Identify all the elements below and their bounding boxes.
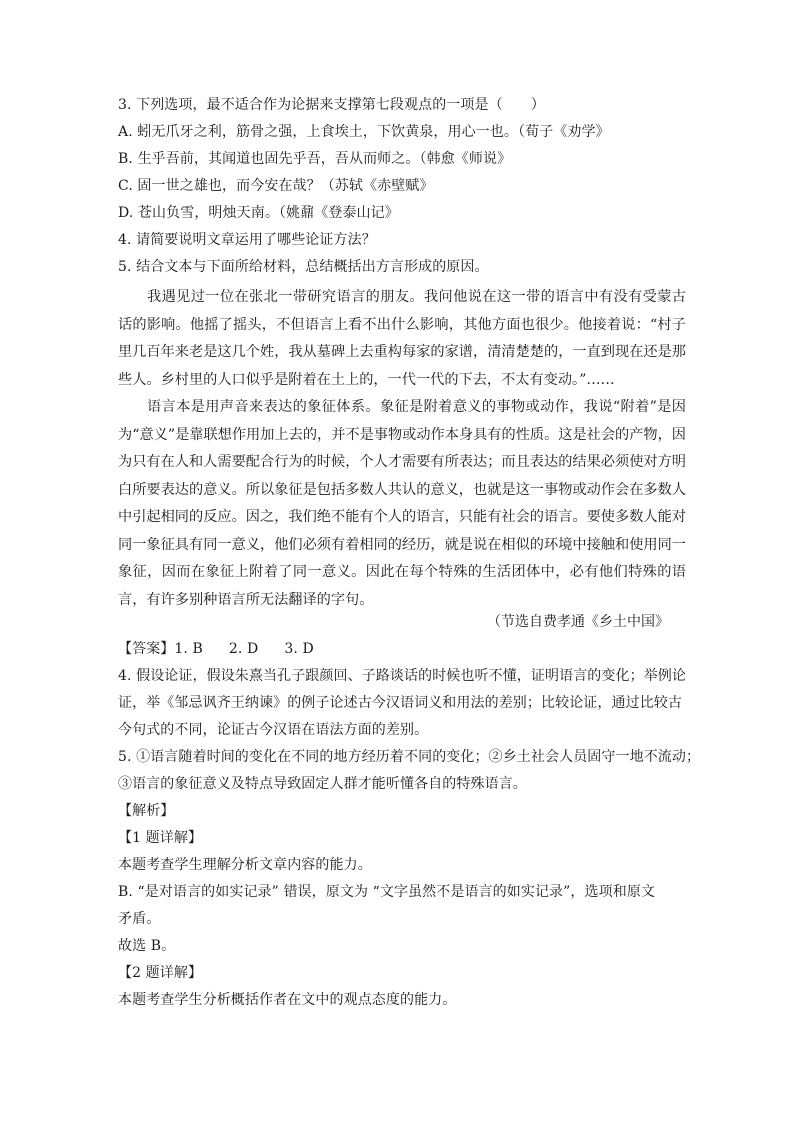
answer-5-line-2: ③语言的象征意义及特点导致固定人群才能听懂各自的特殊语言。 xyxy=(118,776,527,792)
question-3-option-b: B. 生乎吾前，其闻道也固先乎吾，吾从而师之。（韩愈《师说》 xyxy=(118,151,512,167)
answer-4-line-1: 4. 假设论证，假设朱熹当孔子跟颜回、子路谈话的时候也听不懂，证明语言的变化；举例论 xyxy=(118,668,687,684)
answer-2: 2. D xyxy=(228,641,259,657)
answer-3: 3. D xyxy=(284,641,314,657)
answer-1: 1. B xyxy=(174,641,203,657)
detail-2-label: 【2 题详解】 xyxy=(118,965,203,981)
detail-1-text: 本题考查学生理解分析文章内容的能力。 xyxy=(118,857,372,873)
detail-1-choice: 故选 B。 xyxy=(118,938,176,954)
answer-4-line-3: 今句式的不同，论证古今汉语在语法方面的差别。 xyxy=(118,722,429,738)
answer-key xyxy=(118,639,683,659)
detail-1-label: 【1 题详解】 xyxy=(118,830,203,846)
detail-1-option-b-line-1: B. “是对语言的如实记录” 错误，原文为 “文字虽然不是语言的如实记录”，选项和原文 xyxy=(118,884,656,900)
question-3-option-a: A. 蚓无爪牙之利，筋骨之强，上食埃土，下饮黄泉，用心一也。（荀子《劝学》 xyxy=(118,124,610,140)
question-3: 3. 下列选项，最不适合作为论据来支撑第七段观点的一项是（ ） xyxy=(118,97,546,113)
analysis-label: 【解析】 xyxy=(118,803,175,819)
answer-4-line-2: 证，举《邹忌讽齐王纳谏》的例子论述古今汉语词义和用法的差别；比较论证，通过比较古 xyxy=(118,695,682,711)
question-4: 4. 请简要说明文章运用了哪些论证方法？ xyxy=(118,232,376,248)
question-3-option-c: C. 固一世之雄也，而今安在哉？（苏轼《赤壁赋》 xyxy=(118,178,434,194)
detail-1-option-b-line-2: 矛盾。 xyxy=(118,911,161,927)
detail-2-text: 本题考查学生分析概括作者在文中的观点态度的能力。 xyxy=(118,992,457,1008)
answer-5-line-1: 5. ①语言随着时间的变化在不同的地方经历着不同的变化；②乡土社会人员固守一地不流动； xyxy=(118,749,701,765)
question-5: 5. 结合文本与下面所给材料，总结概括出方言形成的原因。 xyxy=(118,259,489,275)
material-source: （节选自费孝通《乡土中国》 xyxy=(487,614,669,630)
material-paragraph-1: 我遇见过一位在张北一带研究语言的朋友。我问他说在这一带的语言中有没有受蒙古话的影响。他摇了摇头，不但语言上看不出什么影响，其他方面也很少。他接着说：“村子里几百年来老是这几个姓，我从墓碑上去重构每家的家谱，清清楚楚的，一直到现在还是那些人。乡村里的人口似乎是附着在土上的，一代一代的下去，不太有变动。”…… xyxy=(118,289,686,388)
answer-label: 【答案】 xyxy=(118,641,175,657)
material-paragraph-2: 语言本是用声音来表达的象征体系。象征是附着意义的事物或动作，我说“附着”是因为“意义”是靠联想作用加上去的，并不是事物或动作本身具有的性质。这是社会的产物，因为只有在人和人需要配合行为的时候，个人才需要有所表达；而且表达的结果必须使对方明白所要表达的意义。所以象征是包括多数人共认的意义，也就是这一事物或动作会在多数人中引起相同的反应。因之，我们绝不能有个人的语言，只能有社会的语言。要使多数人能对同一象征具有同一意义，他们必须有着相同的经历，就是说在相似的环境中接触和使用同一象征，因而在象征上附着了同一意义。因此在每个特殊的生活团体中，必有他们特殊的语言，有许多别种语言所无法翻译的字句。 xyxy=(118,399,686,608)
question-3-option-d: D. 苍山负雪，明烛天南。（姚鼐《登泰山记》 xyxy=(118,205,399,221)
